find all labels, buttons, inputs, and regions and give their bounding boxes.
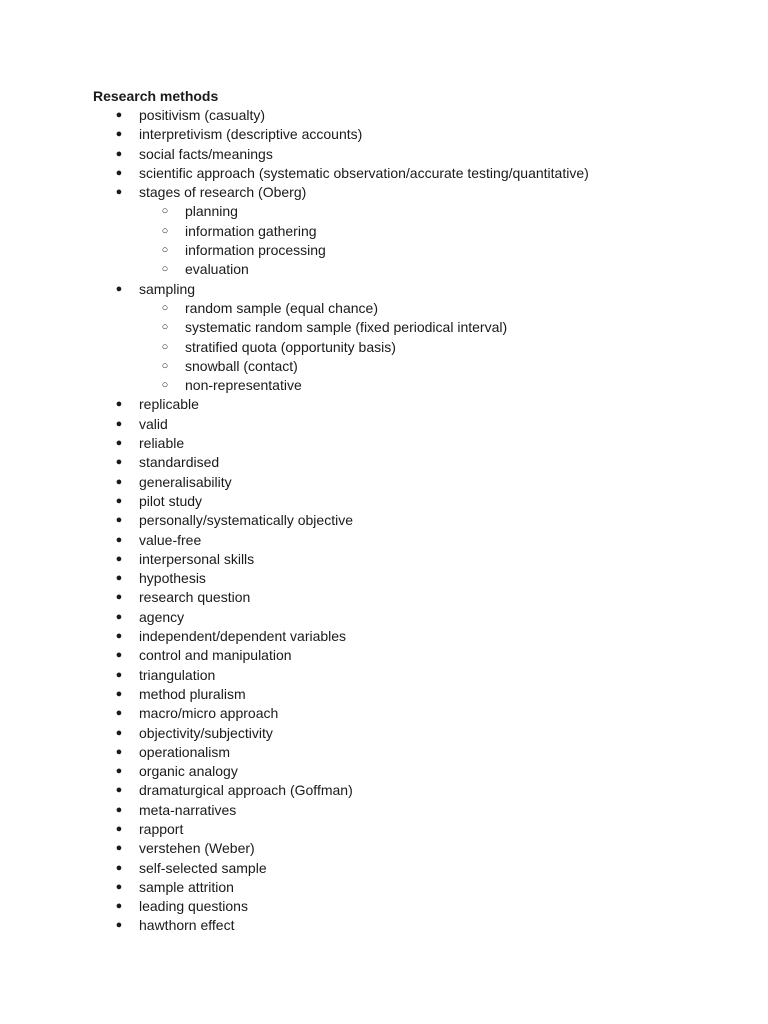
list-item [0, 492, 768, 511]
hollow-bullet-icon: ○ [161, 301, 169, 314]
list-item-text: positivism (casualty) [139, 107, 266, 123]
bullet-icon: ● [115, 533, 123, 546]
list-item-text: hawthorn effect [139, 917, 235, 934]
list-item-text: method pluralism [139, 685, 246, 702]
list-item [0, 106, 768, 125]
document-title: Research methods [93, 88, 219, 104]
list-item [0, 415, 768, 434]
bullet-icon: ● [115, 186, 123, 199]
list-item [0, 125, 768, 144]
bullet-icon: ● [115, 803, 123, 816]
hollow-bullet-icon: ○ [161, 244, 169, 257]
list-item [0, 724, 768, 743]
list-item-text: stages of research (Oberg) [139, 184, 307, 201]
bullet-icon: ● [115, 417, 123, 430]
bullet-icon: ● [115, 475, 123, 488]
list-item [0, 839, 768, 858]
list-item-text: independent/dependent variables [139, 628, 347, 645]
list-item-text: standardised [139, 454, 220, 471]
sub-list-item [0, 299, 768, 318]
bullet-icon: ● [115, 784, 123, 797]
bullet-icon: ● [115, 649, 123, 662]
list-item-text: interpretivism (descriptive accounts) [139, 126, 363, 143]
list-item-text: verstehen (Weber) [139, 840, 255, 857]
sub-list-item-text: stratified quota (opportunity basis) [185, 338, 396, 355]
list-item-text: agency [139, 608, 185, 625]
hollow-bullet-icon: ○ [161, 224, 169, 237]
list-item [0, 550, 768, 569]
list-item-text: social facts/meanings [139, 145, 273, 162]
list-item [0, 878, 768, 897]
bullet-icon: ● [115, 456, 123, 469]
sub-list-item-text: information processing [185, 242, 326, 259]
list-item [0, 646, 768, 665]
bullet-icon: ● [115, 591, 123, 604]
list-item [0, 511, 768, 530]
sub-list-item-text: information gathering [185, 222, 317, 239]
list-item [0, 280, 768, 299]
bullet-icon: ● [115, 437, 123, 450]
list-item [0, 820, 768, 839]
list-item-text: objectivity/subjectivity [139, 724, 273, 741]
sub-list-item [0, 202, 768, 221]
sub-list-item [0, 318, 768, 337]
list-item-text: triangulation [139, 666, 216, 683]
list-item-text: reliable [139, 435, 185, 452]
list-item-text: leading questions [139, 898, 248, 915]
list-item [0, 164, 768, 183]
list-item [0, 588, 768, 607]
list-item [0, 801, 768, 820]
bullet-icon: ● [115, 398, 123, 411]
sub-list-item [0, 357, 768, 376]
list-item [0, 395, 768, 414]
list-item-text: control and manipulation [139, 647, 292, 664]
hollow-bullet-icon: ○ [161, 321, 169, 334]
list-item [0, 916, 768, 935]
list-item [0, 627, 768, 646]
list-item [0, 704, 768, 723]
bullet-icon: ● [115, 745, 123, 758]
sub-list-item-text: evaluation [185, 261, 249, 278]
list-item [0, 183, 768, 202]
sub-list-item-text: random sample (equal chance) [185, 299, 378, 316]
list-item [0, 473, 768, 492]
bullet-icon: ● [115, 128, 123, 141]
list-item-text: dramaturgical approach (Goffman) [139, 782, 353, 799]
list-item-text: operationalism [139, 743, 231, 760]
sub-list-item-text: snowball (contact) [185, 357, 298, 374]
sub-list-item-text: systematic random sample (fixed periodical interval) [185, 319, 508, 336]
bullet-icon: ● [115, 765, 123, 778]
list-item [0, 666, 768, 685]
bullet-icon: ● [115, 668, 123, 681]
list-item [0, 145, 768, 164]
bullet-icon: ● [115, 147, 123, 160]
list-item-text: value-free [139, 531, 202, 548]
bullet-list [0, 106, 768, 936]
list-item [0, 762, 768, 781]
hollow-bullet-icon: ○ [161, 379, 169, 392]
list-item [0, 531, 768, 550]
list-item [0, 743, 768, 762]
sub-list-item [0, 376, 768, 395]
list-item [0, 781, 768, 800]
list-item-text: self-selected sample [139, 859, 267, 876]
list-item-text: meta-narratives [139, 801, 237, 818]
hollow-bullet-icon: ○ [161, 205, 169, 218]
list-item [0, 859, 768, 878]
list-item-text: research question [139, 589, 251, 606]
list-item-text: scientific approach (systematic observation/accurate testing/quantitative) [139, 164, 589, 181]
bullet-icon: ● [115, 919, 123, 932]
list-item [0, 434, 768, 453]
sub-list-item-text: planning [185, 203, 238, 220]
sub-list-item-text: non-representative [185, 377, 302, 394]
bullet-icon: ● [115, 494, 123, 507]
bullet-icon: ● [115, 514, 123, 527]
list-item-text: hypothesis [139, 570, 206, 587]
list-item [0, 608, 768, 627]
bullet-icon: ● [115, 842, 123, 855]
bullet-icon: ● [115, 880, 123, 893]
bullet-icon: ● [115, 552, 123, 565]
sub-list-item [0, 338, 768, 357]
list-item-text: macro/micro approach [139, 705, 279, 722]
bullet-icon: ● [115, 707, 123, 720]
bullet-icon: ● [115, 630, 123, 643]
hollow-bullet-icon: ○ [161, 263, 169, 276]
hollow-bullet-icon: ○ [161, 340, 169, 353]
sub-list-item [0, 260, 768, 279]
sub-list-item [0, 222, 768, 241]
list-item-text: rapport [139, 820, 184, 837]
bullet-icon: ● [115, 822, 123, 835]
list-item-text: organic analogy [139, 763, 238, 780]
list-item-text: valid [139, 415, 168, 432]
bullet-icon: ● [115, 572, 123, 585]
list-item-text: sample attrition [139, 878, 234, 895]
list-item [0, 685, 768, 704]
bullet-icon: ● [115, 282, 123, 295]
list-item-text: sampling [139, 280, 196, 297]
list-item-text: personally/systematically objective [139, 512, 353, 529]
bullet-icon: ● [115, 861, 123, 874]
bullet-icon: ● [115, 687, 123, 700]
bullet-icon: ● [115, 166, 123, 179]
bullet-icon: ● [115, 610, 123, 623]
bullet-icon: ● [115, 726, 123, 739]
list-item-text: replicable [139, 396, 199, 413]
list-item-text: generalisability [139, 473, 232, 490]
sub-list-item [0, 241, 768, 260]
bullet-icon: ● [115, 900, 123, 913]
list-item [0, 569, 768, 588]
hollow-bullet-icon: ○ [161, 359, 169, 372]
list-item-text: pilot study [139, 492, 203, 509]
list-item [0, 897, 768, 916]
list-item [0, 453, 768, 472]
bullet-icon: ● [115, 109, 123, 121]
list-item-text: interpersonal skills [139, 550, 255, 567]
